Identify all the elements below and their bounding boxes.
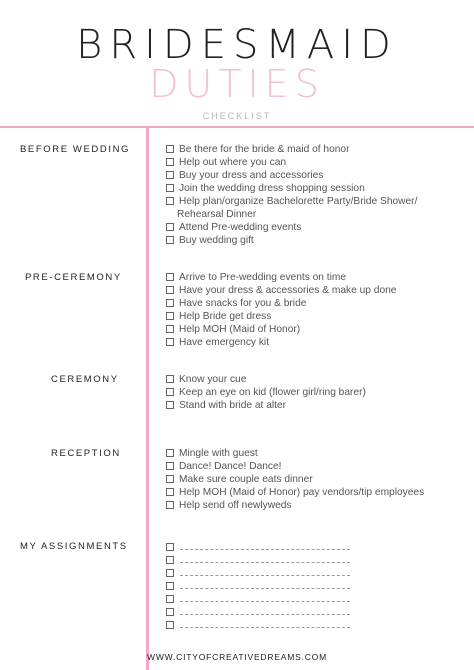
blank-line[interactable] xyxy=(180,621,350,628)
checklist-item-label: Make sure couple eats dinner xyxy=(179,474,313,485)
checkbox-icon[interactable] xyxy=(166,145,174,153)
assignment-line[interactable] xyxy=(166,553,466,566)
checkbox-icon[interactable] xyxy=(166,388,174,396)
checkbox-icon[interactable] xyxy=(166,543,174,551)
blank-line[interactable] xyxy=(180,569,350,576)
checklist-item[interactable] xyxy=(166,221,466,234)
reception-list xyxy=(166,447,466,512)
checklist-item[interactable] xyxy=(166,486,466,499)
horizontal-divider xyxy=(0,126,474,128)
checkbox-icon[interactable] xyxy=(166,462,174,470)
checkbox-icon[interactable] xyxy=(166,184,174,192)
checklist-item-label: Have your dress & accessories & make up done xyxy=(179,285,397,296)
checklist-item-label: Help MOH (Maid of Honor) pay vendors/tip employees xyxy=(179,487,425,498)
section-label-my-assignments: MY ASSIGNMENTS xyxy=(20,541,128,552)
checklist-item[interactable] xyxy=(166,386,466,399)
checklist-item-continuation xyxy=(166,208,466,221)
checkbox-icon[interactable] xyxy=(166,312,174,320)
checkbox-icon[interactable] xyxy=(166,556,174,564)
checkbox-icon[interactable] xyxy=(166,488,174,496)
checkbox-icon[interactable] xyxy=(166,375,174,383)
checklist-item[interactable] xyxy=(166,499,466,512)
checkbox-icon[interactable] xyxy=(166,158,174,166)
checklist-item-label: Rehearsal Dinner xyxy=(177,209,257,220)
checkbox-icon[interactable] xyxy=(166,325,174,333)
blank-line[interactable] xyxy=(180,556,350,563)
checkbox-icon[interactable] xyxy=(166,299,174,307)
page-subtitle: CHECKLIST xyxy=(202,111,272,121)
checklist-item[interactable] xyxy=(166,195,466,208)
checklist-item[interactable] xyxy=(166,310,466,323)
checklist-item[interactable] xyxy=(166,297,466,310)
checklist-item[interactable] xyxy=(166,399,466,412)
checkbox-icon[interactable] xyxy=(166,236,174,244)
checklist-item-label: Mingle with guest xyxy=(179,448,258,459)
section-label-reception: RECEPTION xyxy=(51,448,121,459)
checklist-item[interactable] xyxy=(166,169,466,182)
checklist-item-label: Dance! Dance! Dance! xyxy=(179,461,282,472)
checkbox-icon[interactable] xyxy=(166,223,174,231)
checklist-item[interactable] xyxy=(166,460,466,473)
blank-line[interactable] xyxy=(180,595,350,602)
checklist-item-label: Have snacks for you & bride xyxy=(179,298,307,309)
checklist-item[interactable] xyxy=(166,373,466,386)
checkbox-icon[interactable] xyxy=(166,171,174,179)
checklist-item-label: Have emergency kit xyxy=(179,337,270,348)
section-label-before-wedding: BEFORE WEDDING xyxy=(20,144,131,155)
checklist-item[interactable] xyxy=(166,143,466,156)
section-label-ceremony: CEREMONY xyxy=(51,374,119,385)
assignment-line[interactable] xyxy=(166,605,466,618)
assignment-line[interactable] xyxy=(166,566,466,579)
checkbox-icon[interactable] xyxy=(166,273,174,281)
checkbox-icon[interactable] xyxy=(166,286,174,294)
page-title-line2: DUTIES xyxy=(149,62,325,106)
checkbox-icon[interactable] xyxy=(166,475,174,483)
blank-line[interactable] xyxy=(180,582,350,589)
checklist-item[interactable] xyxy=(166,182,466,195)
checkbox-icon[interactable] xyxy=(166,501,174,509)
assignment-line[interactable] xyxy=(166,592,466,605)
checklist-item[interactable] xyxy=(166,271,466,284)
checkbox-icon[interactable] xyxy=(166,338,174,346)
checklist-item[interactable] xyxy=(166,284,466,297)
checklist-item-label: Help MOH (Maid of Honor) xyxy=(179,324,301,335)
checklist-item-label: Know your cue xyxy=(179,374,247,385)
checklist-item-label: Attend Pre-wedding events xyxy=(179,222,302,233)
checkbox-icon[interactable] xyxy=(166,449,174,457)
assignment-line[interactable] xyxy=(166,579,466,592)
ceremony-list xyxy=(166,373,466,412)
checklist-item[interactable] xyxy=(166,234,466,247)
vertical-divider xyxy=(146,127,149,670)
checklist-item[interactable] xyxy=(166,156,466,169)
checklist-item-label: Help plan/organize Bachelorette Party/Bride Shower/ xyxy=(179,196,418,207)
blank-line[interactable] xyxy=(180,543,350,550)
checkbox-icon[interactable] xyxy=(166,582,174,590)
checklist-item[interactable] xyxy=(166,336,466,349)
checklist-item-label: Help send off newlyweds xyxy=(179,500,292,511)
before-wedding-list xyxy=(166,143,466,247)
assignment-line[interactable] xyxy=(166,540,466,553)
checklist-item-label: Help Bride get dress xyxy=(179,311,272,322)
checkbox-icon[interactable] xyxy=(166,569,174,577)
pre-ceremony-list xyxy=(166,271,466,349)
checklist-item-label: Help out where you can xyxy=(179,157,287,168)
checklist-item-label: Join the wedding dress shopping session xyxy=(179,183,365,194)
checklist-item-label: Keep an eye on kid (flower girl/ring barer) xyxy=(179,387,366,398)
checklist-item[interactable] xyxy=(166,447,466,460)
blank-line[interactable] xyxy=(180,608,350,615)
footer-url: WWW.CITYOFCREATIVEDREAMS.COM xyxy=(147,652,327,662)
checklist-item-label: Buy wedding gift xyxy=(179,235,254,246)
checklist-item[interactable] xyxy=(166,473,466,486)
checklist-item-label: Be there for the bride & maid of honor xyxy=(179,144,350,155)
checklist-item[interactable] xyxy=(166,323,466,336)
checklist-item-label: Buy your dress and accessories xyxy=(179,170,324,181)
assignment-lines xyxy=(166,540,466,631)
checkbox-icon[interactable] xyxy=(166,608,174,616)
section-label-pre-ceremony: PRE-CEREMONY xyxy=(25,272,122,283)
checkbox-icon[interactable] xyxy=(166,401,174,409)
checklist-item-label: Arrive to Pre-wedding events on time xyxy=(179,272,347,283)
checklist-item-label: Stand with bride at alter xyxy=(179,400,287,411)
checkbox-icon[interactable] xyxy=(166,621,174,629)
checkbox-icon[interactable] xyxy=(166,595,174,603)
checkbox-icon[interactable] xyxy=(166,197,174,205)
page-title-line1: BRIDESMAID xyxy=(76,22,398,68)
assignment-line[interactable] xyxy=(166,618,466,631)
